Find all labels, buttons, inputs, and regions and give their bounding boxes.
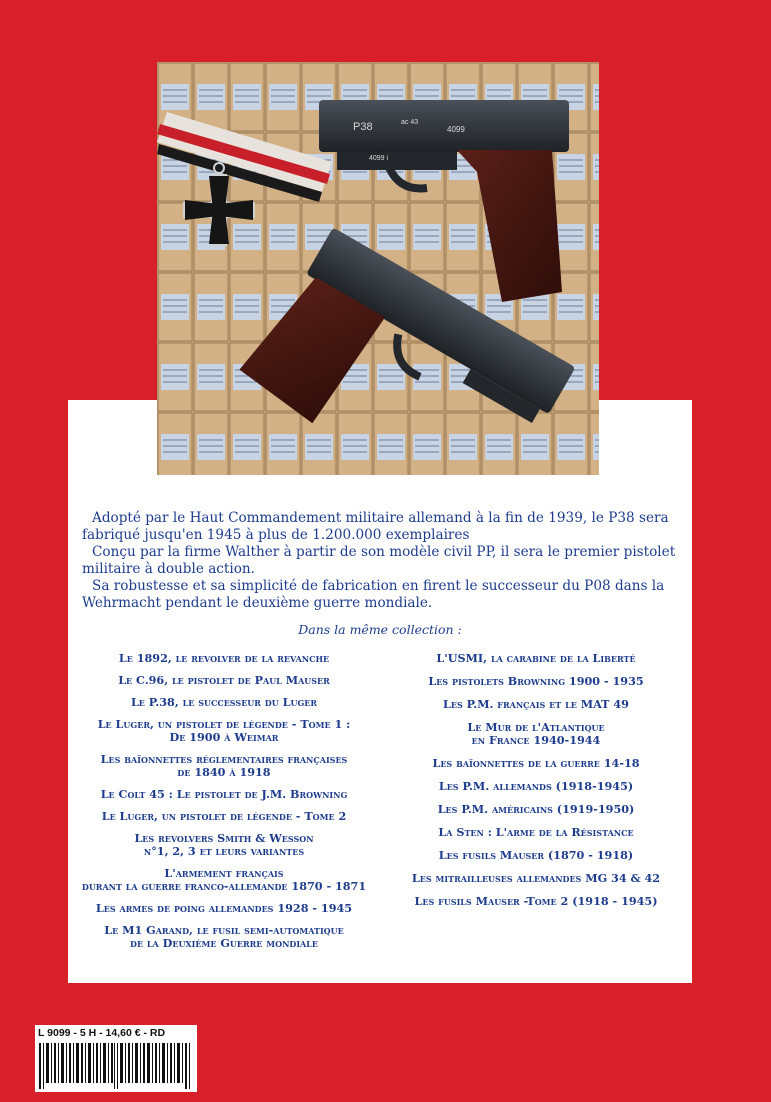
collection-title: La Sten : L'arme de la Résistance [438, 825, 634, 839]
barcode-box [35, 1025, 197, 1092]
collection-title: Les baïonnettes réglementaires françaises de 1840 à 1918 [100, 752, 348, 779]
collection-title: Les mitrailleuses allemandes MG 34 & 42 [411, 871, 661, 885]
slide-serial: 4099 [447, 125, 465, 134]
collection-title: Le 1892, le revolver de la revanche [118, 651, 330, 665]
collection-title: Le Mur de l'Atlantique en France 1940-1944 [467, 720, 605, 747]
collection-title: Le M1 Garand, le fusil semi-automatique de la Deuxième Guerre mondiale [104, 923, 344, 950]
collection-title: Le C.96, le pistolet de Paul Mauser [118, 673, 330, 687]
collection-title: Les P.M. allemands (1918-1945) [438, 779, 634, 793]
text-panel [68, 400, 692, 983]
collection-title: Les revolvers Smith & Wesson n°1, 2, 3 et leurs variantes [134, 831, 314, 858]
collection-title: Le P.38, le successeur du Luger [130, 695, 318, 709]
collection-list-left [74, 652, 374, 950]
intro-paragraph: Sa robustesse et sa simplicité de fabrication en firent le successeur du P08 dans la Wehrmacht pendant le deuxième guerre mondiale. [82, 578, 665, 611]
collection-title: Les pistolets Browning 1900 - 1935 [428, 674, 644, 688]
collection-title: Les baïonnettes de la guerre 14-18 [432, 756, 640, 770]
pistol-photo [157, 62, 599, 475]
collection-title: L'armement français durant la guerre franco-allemande 1870 - 1871 [81, 866, 367, 893]
collection-title: L'USMI, la carabine de la Liberté [436, 651, 636, 665]
collection-title: Les armes de poing allemandes 1928 - 1945 [95, 901, 353, 915]
frame-serial: 4099 i [369, 155, 389, 162]
collection-title: Les fusils Mauser -Tome 2 (1918 - 1945) [414, 894, 658, 908]
collection-list-right [386, 652, 686, 908]
pistol-illustration [157, 62, 599, 475]
collection-title: Le Colt 45 : Le pistolet de J.M. Browning [100, 787, 348, 801]
collection-title: Le Luger, un pistolet de légende - Tome 2 [101, 809, 347, 823]
intro-paragraph: Adopté par le Haut Commandement militaire allemand à la fin de 1939, le P38 sera fabriqué jusqu'en 1945 à plus de 1.200.000 exemplaires [82, 510, 669, 543]
slide-marking: P38 [353, 121, 373, 133]
collection-title: Les P.M. français et le MAT 49 [443, 697, 629, 711]
collection-title: Le Luger, un pistolet de légende - Tome 1 : De 1900 à Weimar [97, 717, 351, 744]
barcode [39, 1043, 193, 1089]
intro-paragraph: Conçu par la firme Walther à partir de son modèle civil PP, il sera le premier pistolet militaire à double action. [82, 544, 676, 577]
collection-title: Les P.M. américains (1919-1950) [437, 802, 635, 816]
collection-title: Les fusils Mauser (1870 - 1918) [438, 848, 634, 862]
collection-heading: Dans la même collection : [298, 622, 462, 637]
slide-code: ac 43 [401, 119, 419, 126]
intro-text [82, 510, 682, 612]
price-line: L 9099 - 5 H - 14,60 € - RD [38, 1027, 166, 1039]
